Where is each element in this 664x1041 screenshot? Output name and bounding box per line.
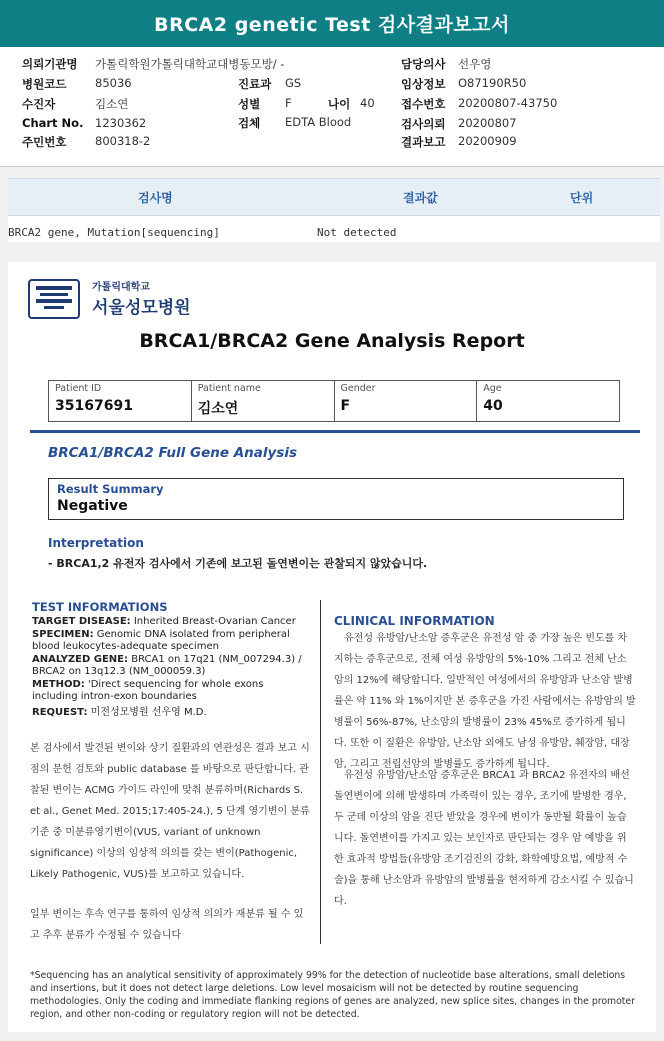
info-left-key-4: 주민번호 [22, 135, 67, 149]
left-paragraph-1: 본 검사에서 발견된 변이와 상기 질환과의 연관성은 결과 보고 시점의 문헌 검토와 public database 를 바탕으로 판단합니다. 관찰된 변이는 ACMG 가이드 라인에 맞춰 분류하며(Richards S. et al., Genet Med. 2015;17:405-24.), 5 단계 영기변이 분류 기준 중 미분류영기변이(VUS, variant of unknown significance) 이상의 임상적 의의를 갖는 변이(Pathogenic, Likely Pathogenic, VUS)를 보고하고 있습니다. [30, 743, 310, 880]
test-info-value: Inherited Breast-Ovarian Cancer [133, 616, 296, 627]
report-document [8, 262, 656, 1032]
patient-info-panel [0, 47, 664, 167]
age-value: 40 [483, 398, 503, 414]
col-header-result[interactable]: 결과값 [403, 191, 438, 205]
gender-label: Gender [340, 383, 376, 394]
test-info-list [32, 616, 310, 719]
test-info-title: TEST INFORMATIONS [32, 600, 168, 614]
info-left-key-0: 의뢰기관명 [22, 57, 78, 71]
cell-test-name: BRCA2 gene, Mutation[sequencing] [8, 226, 220, 239]
test-info-key: METHOD: [32, 678, 85, 690]
test-info-item [32, 679, 310, 704]
info-right-val-0: 선우영 [458, 57, 492, 71]
info-right-key-4: 결과보고 [401, 135, 446, 149]
result-summary-value: Negative [57, 498, 128, 514]
test-info-key: REQUEST: [32, 706, 88, 718]
report-banner [0, 0, 664, 47]
cell-result: Not detected [317, 226, 397, 239]
info-left-val-1: 85036 [95, 76, 132, 90]
column-divider [320, 600, 321, 944]
info-right-key-1: 임상정보 [401, 77, 446, 91]
test-info-value: 'Direct sequencing for whole exons including intron-exon boundaries [32, 678, 264, 702]
result-table [8, 178, 660, 242]
info-right-key-3: 검사의뢰 [401, 117, 446, 131]
info-mid-key-2: 검체 [238, 116, 261, 130]
test-info-key: ANALYZED GENE: [32, 653, 129, 665]
patient-id-value: 35167691 [55, 398, 133, 414]
test-info-key: TARGET DISEASE: [32, 616, 131, 627]
test-info-value: 미전성모병원 선우영 M.D. [90, 706, 207, 718]
test-info-value: Genomic DNA isolated from peripheral blood leukocytes-adequate specimen [32, 628, 290, 652]
info-left-val-2: 김소연 [95, 97, 129, 111]
info-right-val-1: O87190R50 [458, 76, 527, 90]
gender-value: F [340, 398, 351, 414]
patient-name-label: Patient name [197, 383, 261, 394]
patient-name-value: 김소연 [197, 401, 239, 417]
info-right-val-2: 20200807-43750 [458, 96, 558, 110]
info-left-key-2: 수진자 [22, 97, 56, 111]
clinical-paragraph-1: 유전성 유방암/난소암 증후군은 유전성 암 중 가장 높은 빈도를 차지하는 증후군으로, 전체 여성 유방암의 5%-10% 그리고 전체 난소암의 12%에 해당합니다. 일반적인 여성에서의 유방암과 난소암 발병률은 약 11% 와 1%이지만 본 증후군을 가진 사람에서는 유방암의 발병률이 56%-87%, 난소암의 발병률이 23% 45%로 증가하게 됩니다. 또한 이 질환은 유방암, 난소암 외에도 남성 유방암, 췌장암, 대장암, 그리고 전립선암의 발병률도 증가하게 됩니다. [334, 633, 636, 770]
interpretation-text: - BRCA1,2 유전자 검사에서 기존에 보고된 돌연변이는 관찰되지 않았습니다. [48, 557, 428, 570]
info-left-val-0: 가톨릭학원가톨릭대학교대병동모방/ - [95, 57, 285, 71]
info-right-key-0: 담당의사 [401, 57, 446, 71]
info-right-val-3: 20200807 [458, 116, 517, 130]
info-left-val-4: 800318-2 [95, 134, 151, 148]
report-title: BRCA1/BRCA2 Gene Analysis Report [139, 330, 525, 352]
info-right-val-4: 20200909 [458, 134, 517, 148]
test-info-item [32, 629, 310, 654]
patient-box [48, 380, 620, 422]
patient-id-label: Patient ID [55, 383, 102, 394]
logo-university-text: 가톨릭대학교 [92, 282, 150, 293]
result-summary-box [48, 478, 624, 520]
gender-cell [335, 381, 478, 421]
result-summary-label: Result Summary [57, 482, 164, 496]
info-mid-key-0: 진료과 [238, 77, 272, 91]
info-age-val: 40 [360, 96, 375, 110]
clinical-paragraph-2: 유전성 유방암/난소암 증후군은 BRCA1 과 BRCA2 유전자의 배선 돌연변이에 의해 발생하며 가족력이 있는 경우, 조기에 발병한 경우, 두 군데 이상의 암을 진단 받았을 경우에 변이가 동반될 확률이 높습니다. 돌연변이를 가지고 있는 보인자로 판단되는 경우 암 예방을 위한 효과적 방법들(유방암 조기검진의 강화, 화학예방요법, 예방적 수술)을 통해 난소암과 유방암의 발병률을 현저하게 감소시킬 수 있습니다. [334, 770, 634, 907]
test-info-item [32, 616, 310, 629]
info-mid-val-2: EDTA Blood [285, 115, 352, 129]
report-banner-title: BRCA2 genetic Test 검사결과보고서 [154, 14, 510, 36]
patient-name-cell [192, 381, 335, 421]
test-info-item [32, 654, 310, 679]
col-header-unit[interactable]: 단위 [570, 191, 594, 205]
info-right-key-2: 접수번호 [401, 97, 446, 111]
age-cell [477, 381, 619, 421]
test-info-value: BRCA1 on 17q21 (NM_007294.3) / BRCA2 on 13q12.3 (NM_000059.3) [32, 653, 302, 677]
patient-id-cell [49, 381, 192, 421]
test-info-item [32, 707, 310, 720]
section-divider [30, 430, 640, 433]
full-analysis-heading: BRCA1/BRCA2 Full Gene Analysis [48, 445, 297, 461]
logo-hospital-text: 서울성모병원 [92, 298, 191, 318]
test-info-key: SPECIMEN: [32, 628, 94, 640]
footnote: *Sequencing has an analytical sensitivity of approximately 99% for the detection of nucleotide base alterations, small deletions and insertions, but it does not detect large deletions. Low level mosaicism will not be detected by routine sequencing methodologies. Only the coding and immediate flanking regions of genes are analyzed, new splice sites, changes in the promoter region, and other non-coding or regulatory region will not be detected. [30, 970, 635, 1020]
info-left-key-3: Chart No. [22, 116, 84, 130]
info-age-key: 나이 [328, 97, 351, 111]
info-left-key-1: 병원코드 [22, 77, 67, 91]
interpretation-label: Interpretation [48, 536, 144, 550]
result-table-header [8, 178, 660, 216]
info-left-val-3: 1230362 [95, 116, 147, 130]
age-label: Age [483, 383, 502, 394]
col-header-test-name[interactable]: 검사명 [138, 191, 173, 205]
info-mid-key-1: 성별 [238, 97, 261, 111]
info-mid-val-0: GS [285, 76, 302, 90]
info-mid-val-1: F [285, 96, 292, 110]
left-paragraph-2: 일부 변이는 후속 연구를 통하여 임상적 의의가 재분류 될 수 있고 추후 분류가 수정될 수 있습니다 [30, 909, 304, 941]
clinical-info-title: CLINICAL INFORMATION [334, 614, 495, 628]
hospital-logo-icon [28, 279, 80, 319]
